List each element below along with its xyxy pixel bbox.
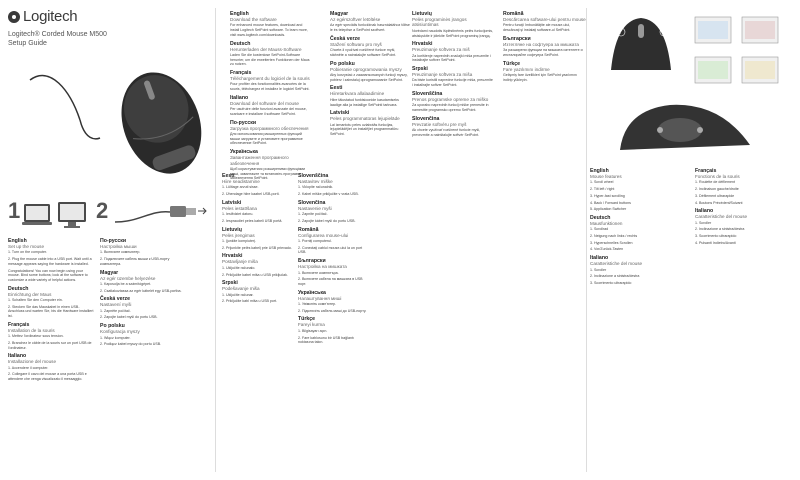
language-heading: Français bbox=[8, 321, 30, 328]
language-heading: Latviski bbox=[222, 199, 242, 206]
column-divider-2 bbox=[586, 8, 587, 472]
svg-text:2: 2 bbox=[662, 30, 665, 36]
instruction-text: 1. Włącz komputer. bbox=[100, 335, 131, 340]
instruction-text: 4. Pulsanti Indietro/Avanti bbox=[695, 240, 736, 245]
step-number-1: 1 bbox=[8, 198, 21, 223]
instruction-text: 2. Prijunkite pelės kabelį prie USB prievado. bbox=[222, 245, 292, 250]
instruction-text: 2. Inclinazione a sinistra/destra bbox=[590, 274, 640, 279]
instruction-text: 1. Kapcsolja be a számítógépet. bbox=[100, 281, 152, 286]
language-heading: Srpski bbox=[412, 66, 428, 73]
instruction-text: Ak chcete využívať rozšírené funkcie myši, prevezmite a nainštalujte softvér SetPoint. bbox=[412, 128, 481, 137]
instruction-text: Lai izmantotu peles uzlabotās funkcijas, lejupielādējiet un instalējiet programmatūru SetPoint. bbox=[330, 122, 399, 137]
mouse-product-illustration bbox=[10, 60, 210, 195]
language-heading: Česká verze bbox=[330, 35, 360, 42]
language-heading: Українська bbox=[298, 289, 326, 296]
instruction-text: 3. Hyper-fast scrolling bbox=[590, 193, 625, 198]
instruction-text: Za korištenje naprednih značajki miša preuzmite i instalirajte softver SetPoint. bbox=[412, 53, 491, 63]
section-subheading: Hiiretarkvara allalaadimine bbox=[330, 91, 385, 97]
section-subheading: Preuzimanje softvera za miša bbox=[412, 72, 473, 78]
section-subheading: Настройка на мишката bbox=[298, 264, 347, 270]
column-software-2 bbox=[330, 8, 410, 478]
section-subheading: Configurarea mouse-ului bbox=[298, 232, 349, 238]
language-heading: Lietuvių bbox=[412, 11, 432, 17]
product-name: Logitech® Corded Mouse M500 bbox=[8, 31, 107, 38]
language-heading: Hrvatski bbox=[412, 41, 433, 48]
instruction-text: 1. Bilgisayarı açın. bbox=[298, 328, 328, 333]
instruction-text: 4. Boutons Précédent/Suivant bbox=[695, 200, 743, 205]
language-heading: Deutsch bbox=[230, 40, 251, 47]
language-heading: Latviski bbox=[330, 110, 350, 117]
language-heading: Français bbox=[695, 168, 717, 174]
instruction-text: 1. Schalten Sie den Computer ein. bbox=[8, 298, 63, 303]
instruction-text: 4. Back / Forward buttons bbox=[590, 200, 631, 205]
usb-cable-illustration bbox=[110, 200, 210, 230]
section-subheading: Mausfunktionen bbox=[590, 220, 623, 226]
section-subheading: Téléchargement du logiciel de la souris bbox=[230, 76, 310, 82]
section-subheading: Peles programmatūras lejupielāde bbox=[330, 116, 400, 122]
instruction-text: За разширени функции на мишката изтеглете и инсталирайте софтуера SetPoint. bbox=[503, 48, 583, 57]
section-subheading: Fareyi kurma bbox=[298, 322, 325, 328]
instruction-text: 2. Ühendage hiire kaabel USB-porti. bbox=[222, 192, 280, 197]
section-subheading: Pelės įrengimas bbox=[222, 232, 255, 238]
column-features-1 bbox=[590, 165, 690, 475]
instruction-text: 1. Lülitage arvuti sisse. bbox=[222, 185, 259, 190]
instruction-text: 2. Kabel miške priključite v vrata USB. bbox=[298, 192, 359, 197]
language-heading: Slovenčina bbox=[298, 199, 326, 206]
mouse-top-view-illustration bbox=[596, 10, 686, 80]
instruction-text: 1. Scroll wheel bbox=[590, 180, 614, 185]
instruction-text: 1. Scroller bbox=[590, 267, 607, 272]
language-heading: Türkçe bbox=[298, 316, 316, 323]
instruction-text: Chcete-li využívat rozšířené funkce myši, stáhněte a nainstalujte software SetPoint. bbox=[330, 48, 397, 57]
section-subheading: Caratteristiche del mouse bbox=[590, 261, 643, 267]
section-subheading: Installation de la souris bbox=[8, 327, 55, 333]
instruction-text: 2. Tilt left / right bbox=[590, 187, 615, 192]
instruction-text: 2. Conectaţi cablul mouse-ului la un port USB. bbox=[298, 245, 363, 255]
language-heading: Български bbox=[298, 258, 326, 265]
section-subheading: Prevzatie softvéru pre myš bbox=[412, 121, 467, 127]
instruction-text: 1. Zapněte počítač. bbox=[100, 308, 131, 313]
section-subheading: Pobieranie oprogramowania myszy bbox=[330, 66, 402, 72]
section-subheading: Nastavitev miške bbox=[298, 179, 333, 184]
instruction-text: 3. Défilement ultrarapide bbox=[695, 193, 735, 198]
section-subheading: Einrichtung der Maus bbox=[8, 291, 52, 297]
column-setup-3 bbox=[222, 170, 292, 475]
instruction-text: Laden Sie die kostenlose SetPoint-Software herunter, um die erweiterten Funktionen der Maus zu nutzen. bbox=[230, 52, 310, 67]
instruction-text: 2. Collegare il cavo del mouse a una porta USB e attendere che venga visualizzato il messaggio. bbox=[8, 372, 87, 382]
guide-subtitle: Setup Guide bbox=[8, 40, 47, 47]
language-heading: Deutsch bbox=[8, 285, 29, 292]
instruction-text: 2. Включете кабела на мишката в USB порт. bbox=[298, 277, 363, 286]
section-subheading: Fare yazılımını indirme bbox=[503, 66, 550, 72]
instruction-text: Щоб користуватися розширеними функціями миші, завантажте та встановіть програмне забезпечення SetPoint. bbox=[230, 166, 306, 181]
instruction-text: Per usufruire delle funzioni avanzate del mouse, scaricare e installare il software SetPoint. bbox=[230, 107, 307, 116]
section-subheading: Konfiguracja myszy bbox=[100, 329, 140, 335]
instruction-text: 2. Neigung nach links / rechts bbox=[590, 234, 638, 239]
section-subheading: Download the software bbox=[230, 17, 277, 22]
language-heading: Po polsku bbox=[330, 60, 355, 67]
instruction-text: 1. Ieslēdziet datoru. bbox=[222, 212, 254, 217]
language-heading: По-русски bbox=[100, 238, 127, 244]
instruction-text: 1. Scrollrad bbox=[590, 227, 609, 232]
instruction-text: Za uporabo naprednih funkcij miške prenesite in namestite programsko opremo SetPoint. bbox=[412, 103, 489, 112]
section-subheading: Az egérszoftver letöltése bbox=[330, 17, 381, 22]
instruction-text: 2. Podłącz kabel myszy do portu USB. bbox=[100, 342, 162, 347]
language-heading: Italiano bbox=[230, 94, 249, 101]
instruction-text: For enhanced mouse features, download and install Logitech SetPoint software. To learn more, visit www.logitech.com/downloads. bbox=[230, 23, 308, 37]
instruction-text: Hiire täiustatud funktsioonide kasutamiseks laadige alla ja installige SetPointi tarkvara. bbox=[330, 97, 399, 107]
section-subheading: Завантаження програмного забезпечення bbox=[230, 155, 289, 166]
instruction-text: 2. Iespraudiet peles kabeli USB portā. bbox=[222, 218, 283, 223]
language-heading: English bbox=[230, 11, 249, 17]
column-divider-1 bbox=[215, 8, 216, 472]
section-subheading: Herunterladen der Mauss-Software bbox=[230, 46, 302, 52]
column-setup-1 bbox=[8, 235, 94, 475]
logitech-logo-mark-icon bbox=[8, 11, 20, 23]
instruction-text: 2. Priključite kabel miša u USB priključak. bbox=[222, 272, 288, 277]
instruction-text: Для использования расширенных функций мыши загрузите и установите программное обеспечение SetPoint. bbox=[230, 132, 303, 146]
language-heading: Deutsch bbox=[590, 214, 611, 221]
instruction-text: Gelişmiş fare özellikleri için SetPoint yazılımını indirip yükleyin. bbox=[503, 73, 578, 82]
window-icon-illustration-2 bbox=[740, 15, 780, 45]
language-heading: Česká verze bbox=[100, 296, 130, 303]
section-subheading: Nastavení myši bbox=[100, 302, 132, 308]
language-heading: English bbox=[8, 238, 27, 244]
instruction-text: 2. Inclinaison gauche/droite bbox=[695, 187, 739, 192]
instruction-text: 3. Hyperschnelles Scrollen bbox=[590, 240, 633, 245]
section-subheading: Descărcarea software-ului pentru mouse bbox=[503, 17, 586, 22]
language-heading: Eesti bbox=[222, 173, 235, 179]
instruction-text: 2. Inclinazione a sinistra/destra bbox=[695, 227, 745, 232]
language-heading: Italiano bbox=[590, 255, 609, 262]
instruction-text: 2. Fare kablosunu bir USB bağlantı noktasına takın. bbox=[298, 335, 354, 345]
section-subheading: Postavljanje miša bbox=[222, 259, 258, 265]
instruction-text: 2. Csatlakoztassa az egér kábelét egy USB-portba. bbox=[100, 288, 182, 293]
language-heading: Українська bbox=[230, 149, 258, 156]
language-heading: Slovenčina bbox=[412, 115, 440, 122]
column-features-2 bbox=[695, 165, 795, 475]
language-heading: English bbox=[590, 168, 609, 174]
window-icon-illustration-1 bbox=[693, 15, 733, 45]
column-software-4 bbox=[503, 8, 587, 128]
language-heading: Italiano bbox=[8, 353, 27, 360]
language-heading: Français bbox=[230, 70, 252, 77]
instruction-text: 1. Uključite računalo. bbox=[222, 265, 256, 270]
svg-text:1: 1 bbox=[618, 30, 621, 36]
section-subheading: Peles iestatīšana bbox=[222, 205, 257, 211]
language-heading: Lietuvių bbox=[222, 226, 242, 233]
instruction-text: 1. Scroller bbox=[695, 220, 712, 225]
instruction-text: 2. Zapojte kábel myši do portu USB. bbox=[298, 218, 356, 223]
section-subheading: Download del software del mouse bbox=[230, 100, 299, 106]
section-subheading: Podešavanje miša bbox=[222, 286, 260, 292]
instruction-text: Pentru funcţii îmbunătăţite ale mouse-ului, descărcaţi şi instalaţi software-ul SetPoint. bbox=[503, 23, 571, 33]
section-subheading: Nastavenie myši bbox=[298, 205, 332, 211]
instruction-text: 5. Application Switcher bbox=[590, 207, 627, 212]
instruction-text: 2. Plug the mouse cable into a USB port. Wait until a message appears saying the hardware is installed. bbox=[8, 257, 92, 266]
language-heading: По-русски bbox=[230, 119, 257, 126]
language-heading: Italiano bbox=[695, 208, 714, 215]
instruction-text: 1. Accendere il computer. bbox=[8, 365, 49, 370]
window-icon-illustration-3 bbox=[693, 55, 733, 85]
language-heading: Türkçe bbox=[503, 60, 521, 67]
section-subheading: Az egér üzembe helyezése bbox=[100, 275, 156, 281]
instruction-text: 1. Įjunkite kompiuterį. bbox=[222, 239, 256, 244]
mouse-side-view-illustration bbox=[600, 90, 780, 160]
instruction-text: 3. Scorrimento ultrarapido bbox=[695, 234, 737, 239]
instruction-text: 1. Turn on the computer. bbox=[8, 250, 47, 255]
language-heading: Română bbox=[298, 226, 319, 233]
column-setup-2 bbox=[100, 235, 190, 475]
section-subheading: Mouse features bbox=[590, 174, 622, 179]
section-subheading: Pelės programinės įrangos atsisiuntimas bbox=[412, 17, 467, 28]
language-heading: Magyar bbox=[330, 11, 349, 17]
instruction-text: 1. Porniţi computerul. bbox=[298, 239, 332, 244]
instruction-text: 1. Roulette de défilement bbox=[695, 180, 735, 185]
section-subheading: Загрузка программного обеспечения bbox=[230, 125, 309, 131]
instruction-text: 4. Vor/Zurück-Tasten bbox=[590, 247, 624, 252]
logo-wordmark: Logitech bbox=[23, 8, 78, 25]
instruction-text: Da biste koristili napredne funkcije miša, preuzmite i instalirajte softver SetPoint. bbox=[412, 78, 493, 88]
section-subheading: Hiire seadistamine bbox=[222, 179, 260, 184]
instruction-text: 1. Включите компьютер. bbox=[100, 250, 141, 255]
instruction-text: Pour profiter des fonctionnalités avancées de la souris, téléchargez et installez le logiciel SetPoint. bbox=[230, 82, 310, 92]
instruction-text: Aby korzystać z zaawansowanych funkcji myszy, pobierz i zainstaluj oprogramowanie SetPoint. bbox=[330, 73, 408, 82]
instruction-text: 1. Увімкніть комп'ютер. bbox=[298, 302, 337, 307]
instruction-text: 1. Vklopite računalnik. bbox=[298, 185, 334, 190]
language-heading: Magyar bbox=[100, 269, 119, 276]
instruction-text: 2. Zapojte kabel myši do portu USB. bbox=[100, 315, 158, 320]
instruction-text: 1. Zapnite počítač. bbox=[298, 212, 328, 217]
instruction-text: Az egér speciális funkcióinak használatához töltse le és telepítse a SetPoint szoftvert. bbox=[330, 23, 410, 33]
product-title bbox=[8, 30, 107, 48]
instruction-text: 2. Branchez le câble de la souris sur un port USB de l'ordinateur. bbox=[8, 340, 92, 350]
instruction-text: 2. Підключіть кабель миші до USB-порту. bbox=[298, 308, 367, 313]
section-subheading: Installazione del mouse bbox=[8, 359, 57, 365]
instruction-text: 1. Mettez l'ordinateur sous tension. bbox=[8, 334, 64, 339]
section-subheading: Caratteristiche del mouse bbox=[695, 214, 748, 220]
step-number-2: 2 bbox=[96, 198, 109, 223]
language-heading: Slovenščina bbox=[298, 173, 329, 179]
instruction-text: 2. Stecken Sie das Mauskabel in einen USB-Anschluss und warten Sie, bis die Hardware installiert ist. bbox=[8, 304, 94, 319]
instruction-text: Norėdami naudotis išplėstinėmis pelės funkcijomis, atsisiųskite ir įdiekite SetPoint programinę įrangą. bbox=[412, 28, 494, 38]
section-subheading: Preuzimanje softvera za miš bbox=[412, 47, 470, 53]
instruction-text: 3. Scorrimento ultrarapido bbox=[590, 280, 632, 285]
logitech-logo bbox=[8, 8, 77, 25]
section-subheading: Настройка мыши bbox=[100, 244, 137, 249]
section-subheading: Stažení softwaru pro myš bbox=[330, 41, 382, 47]
language-heading: Eesti bbox=[330, 85, 343, 92]
section-subheading: Prenos programske opreme za miško bbox=[412, 96, 489, 102]
language-heading: Български bbox=[503, 35, 531, 42]
section-subheading: Изтегляне на софтуера за мишката bbox=[503, 41, 579, 47]
column-software-3 bbox=[412, 8, 494, 478]
language-heading: Po polsku bbox=[100, 323, 125, 330]
language-heading: Română bbox=[503, 11, 524, 17]
section-subheading: Set up the mouse bbox=[8, 244, 45, 249]
column-software-1 bbox=[230, 8, 310, 181]
language-heading: Hrvatski bbox=[222, 253, 243, 260]
instruction-text: Congratulations! You can now begin using your mouse. Bind some buttons; look at the software to customize a wide variety of helpful actions. bbox=[8, 268, 88, 282]
language-heading: Slovenščina bbox=[412, 90, 443, 97]
instruction-text: 1. Включете компютъра. bbox=[298, 270, 339, 275]
instruction-text: 1. Uključite računar. bbox=[222, 292, 254, 297]
window-icon-illustration-4 bbox=[740, 55, 780, 85]
section-subheading: Fonctions de la souris bbox=[695, 174, 740, 179]
section-subheading: Налаштування миші bbox=[298, 295, 342, 301]
language-heading: Srpski bbox=[222, 280, 238, 287]
computer-illustration bbox=[22, 200, 90, 230]
instruction-text: 2. Priključite kabl miša u USB port. bbox=[222, 299, 278, 304]
instruction-text: 2. Подключите кабель мыши к USB-порту компьютера. bbox=[100, 257, 170, 266]
